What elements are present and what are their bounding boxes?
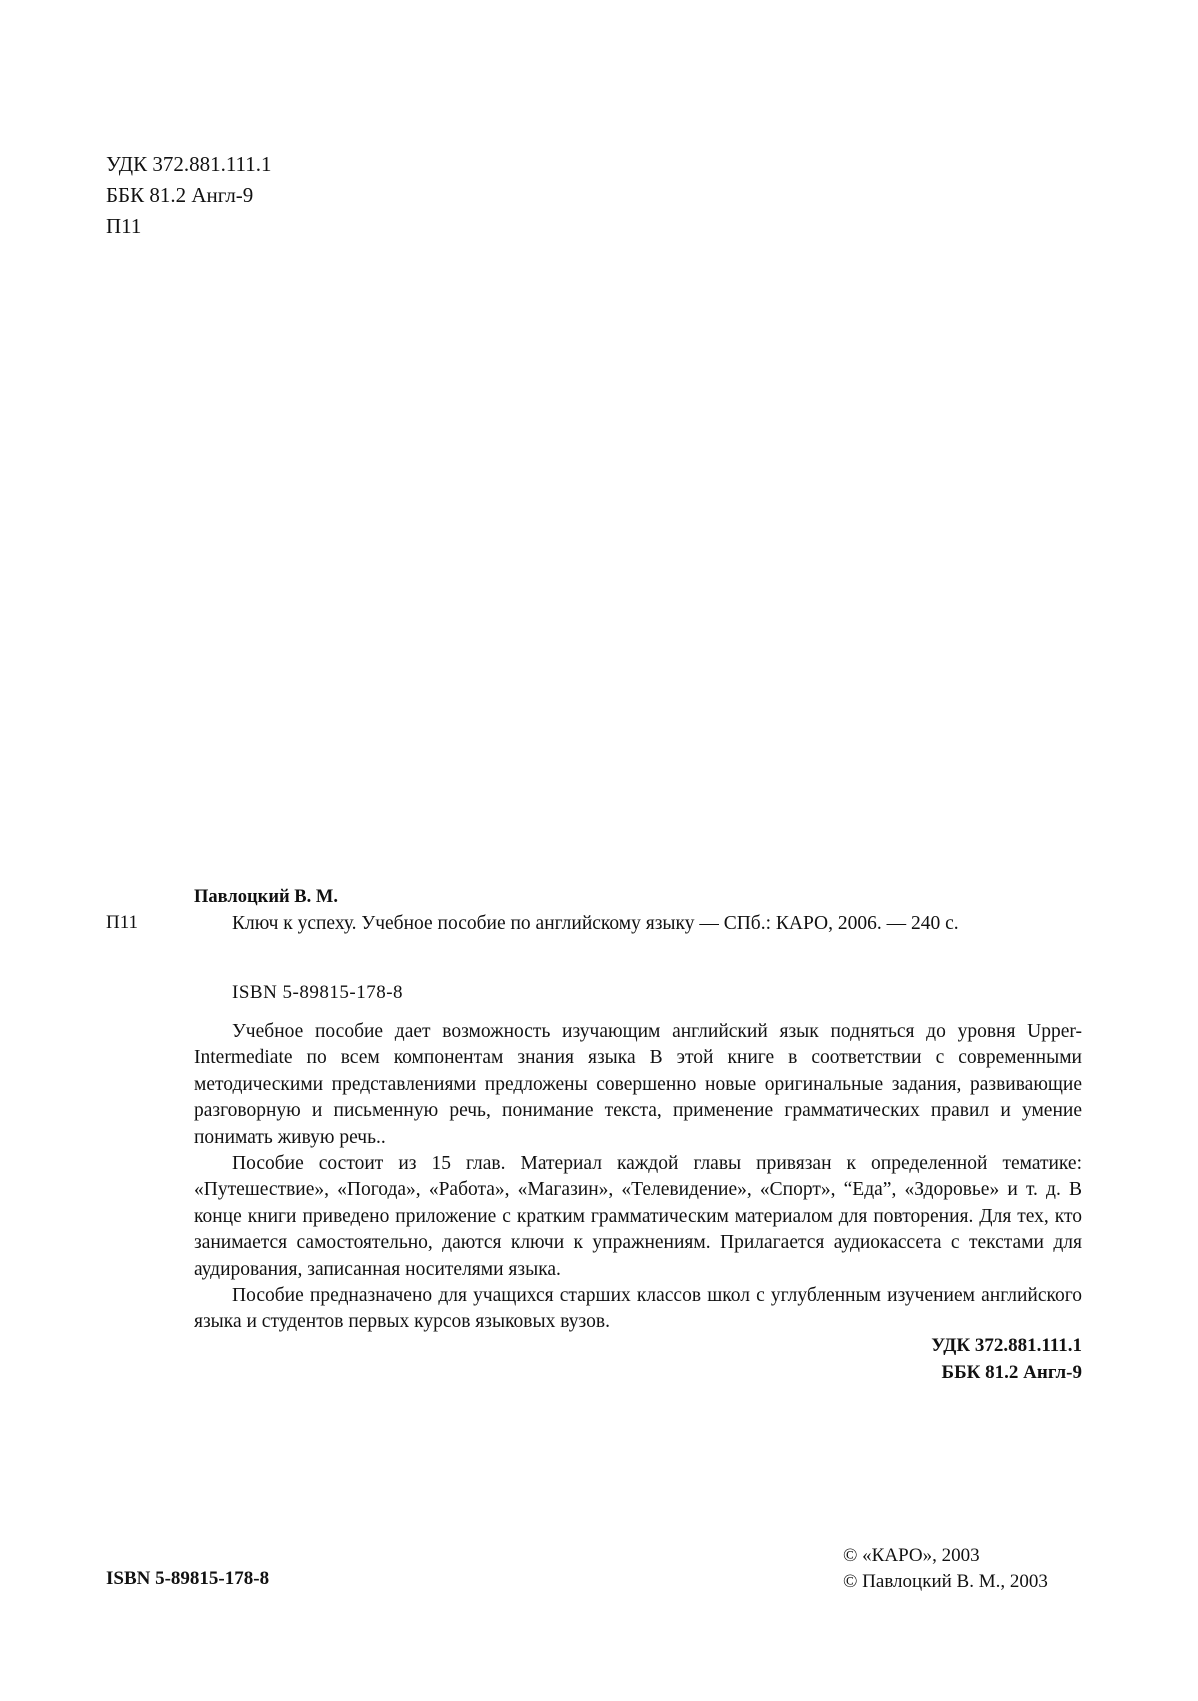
abstract-paragraph: Пособие состоит из 15 глав. Материал каждой главы привязан к определенной тематике: «Путешествие», «Погода», «Работа», «Магазин», «Телевидение», «Спорт», “Еда”, «Здоровье» и т. д. В конце книги приведено приложение с кратким грамматическим материалом для повторения. Для тех, кто занимается самостоятельно, даются ключи к упражнениям. Прилагается аудиокассета с текстами для аудирования, записанная носителями языка. [194,1153,1082,1280]
abstract-paragraph: Учебное пособие дает возможность изучающим английский язык подняться до уровня Upper-Intermediate по всем компонентам знания языка В этой книге в соответствии с современными методическими представлениями предложены совершенно новые оригинальные задания, развивающие разговорную и письменную речь, понимание текста, применение грамматических правил и умение понимать живую речь.. [194,1021,1082,1148]
abstract-paragraph: Пособие предназначено для учащихся старших классов школ с углубленным изучением английского языка и студентов первых курсов языковых вузов. [194,1285,1082,1333]
bottom-classification-codes [931,1332,1082,1386]
udk-code: УДК 372.881.111.1 [106,152,272,176]
card-isbn: ISBN 5-89815-178-8 [232,982,404,1003]
bbk-code: ББК 81.2 Англ-9 [106,183,254,207]
catalog-card-code: П11 [106,912,139,933]
udk-code-bottom: УДК 372.881.111.1 [931,1335,1082,1356]
isbn-footer: ISBN 5-89815-178-8 [106,1568,270,1589]
top-classification-codes [106,149,272,242]
bibliographic-entry: Ключ к успеху. Учебное пособие по английскому языку — СПб.: КАРО, 2006. — 240 с. [232,913,959,934]
book-abstract [194,1019,1082,1336]
author-mark: П11 [106,214,142,238]
copyright-author: © Павлоцкий В. М., 2003 [843,1571,1048,1592]
author-name: Павлоцкий В. М. [194,887,338,907]
copyright-block [843,1543,1048,1595]
copyright-publisher: © «КАРО», 2003 [843,1545,980,1566]
bbk-code-bottom: ББК 81.2 Англ-9 [941,1362,1082,1383]
